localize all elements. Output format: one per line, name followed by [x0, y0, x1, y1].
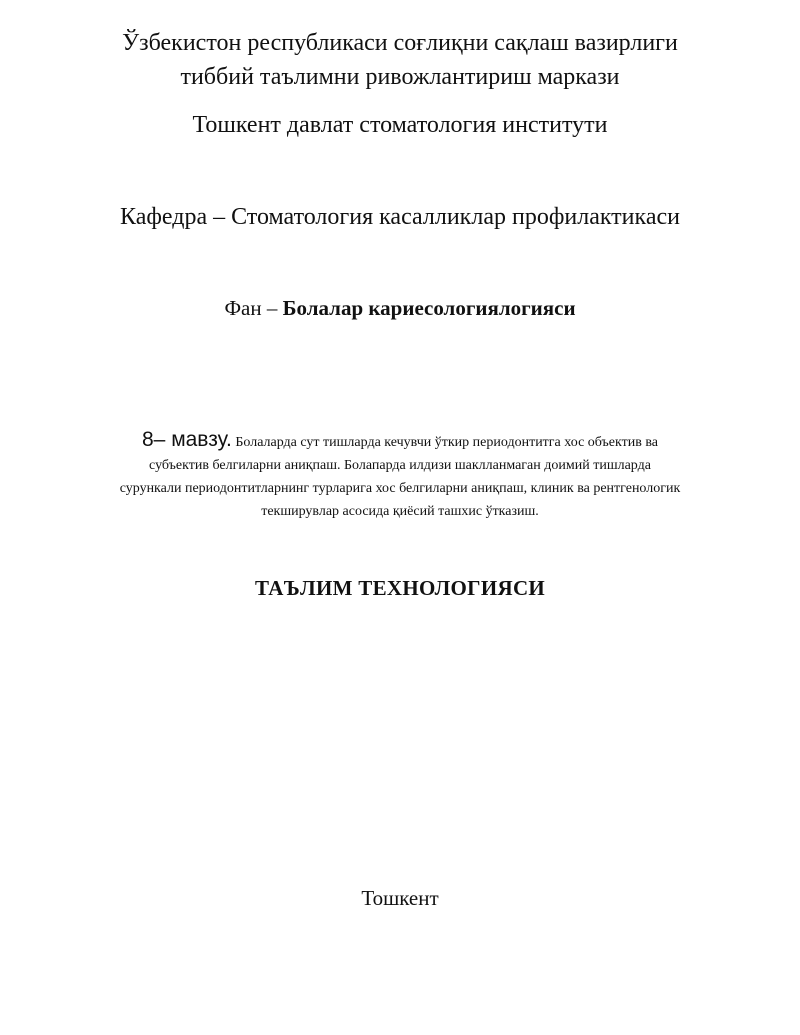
topic-line-4: текширувлар асосида қиёсий ташхис ўтказиш.	[261, 504, 539, 519]
subject-prefix: Фан –	[224, 296, 283, 320]
ministry-line-1: Ўзбекистон республикаси соғлиқни сақлаш вазирлиги	[122, 30, 678, 56]
topic-paragraph	[60, 428, 740, 523]
department-line: Кафедра – Стоматология касалликлар профилактикаси	[120, 204, 680, 230]
technology-title: ТАЪЛИМ ТЕХНОЛОГИЯСИ	[254, 576, 546, 600]
subject-line	[0, 296, 800, 321]
topic-line-1: Болаларда сут тишларда кечувчи ўткир периодонтитга хос объектив ва	[231, 435, 658, 450]
ministry-line-2: тиббий таълимни ривожлантириш маркази	[180, 64, 620, 90]
topic-line-2: субъектив белгиларни аниқпаш. Болапарда илдизи шаклланмаган доимий тишларда	[149, 458, 651, 473]
topic-label: 8– мавзу.	[142, 428, 232, 451]
topic-line-3: сурункали периодонтитларнинг турларига хос белгиларни аниқпаш, клиник ва рентгенологик	[119, 481, 681, 496]
subject-name: Болалар кариесологиялогияси	[282, 296, 576, 320]
city-footer: Тошкент	[361, 886, 439, 910]
institute-name: Тошкент давлат стоматология институти	[192, 112, 608, 138]
